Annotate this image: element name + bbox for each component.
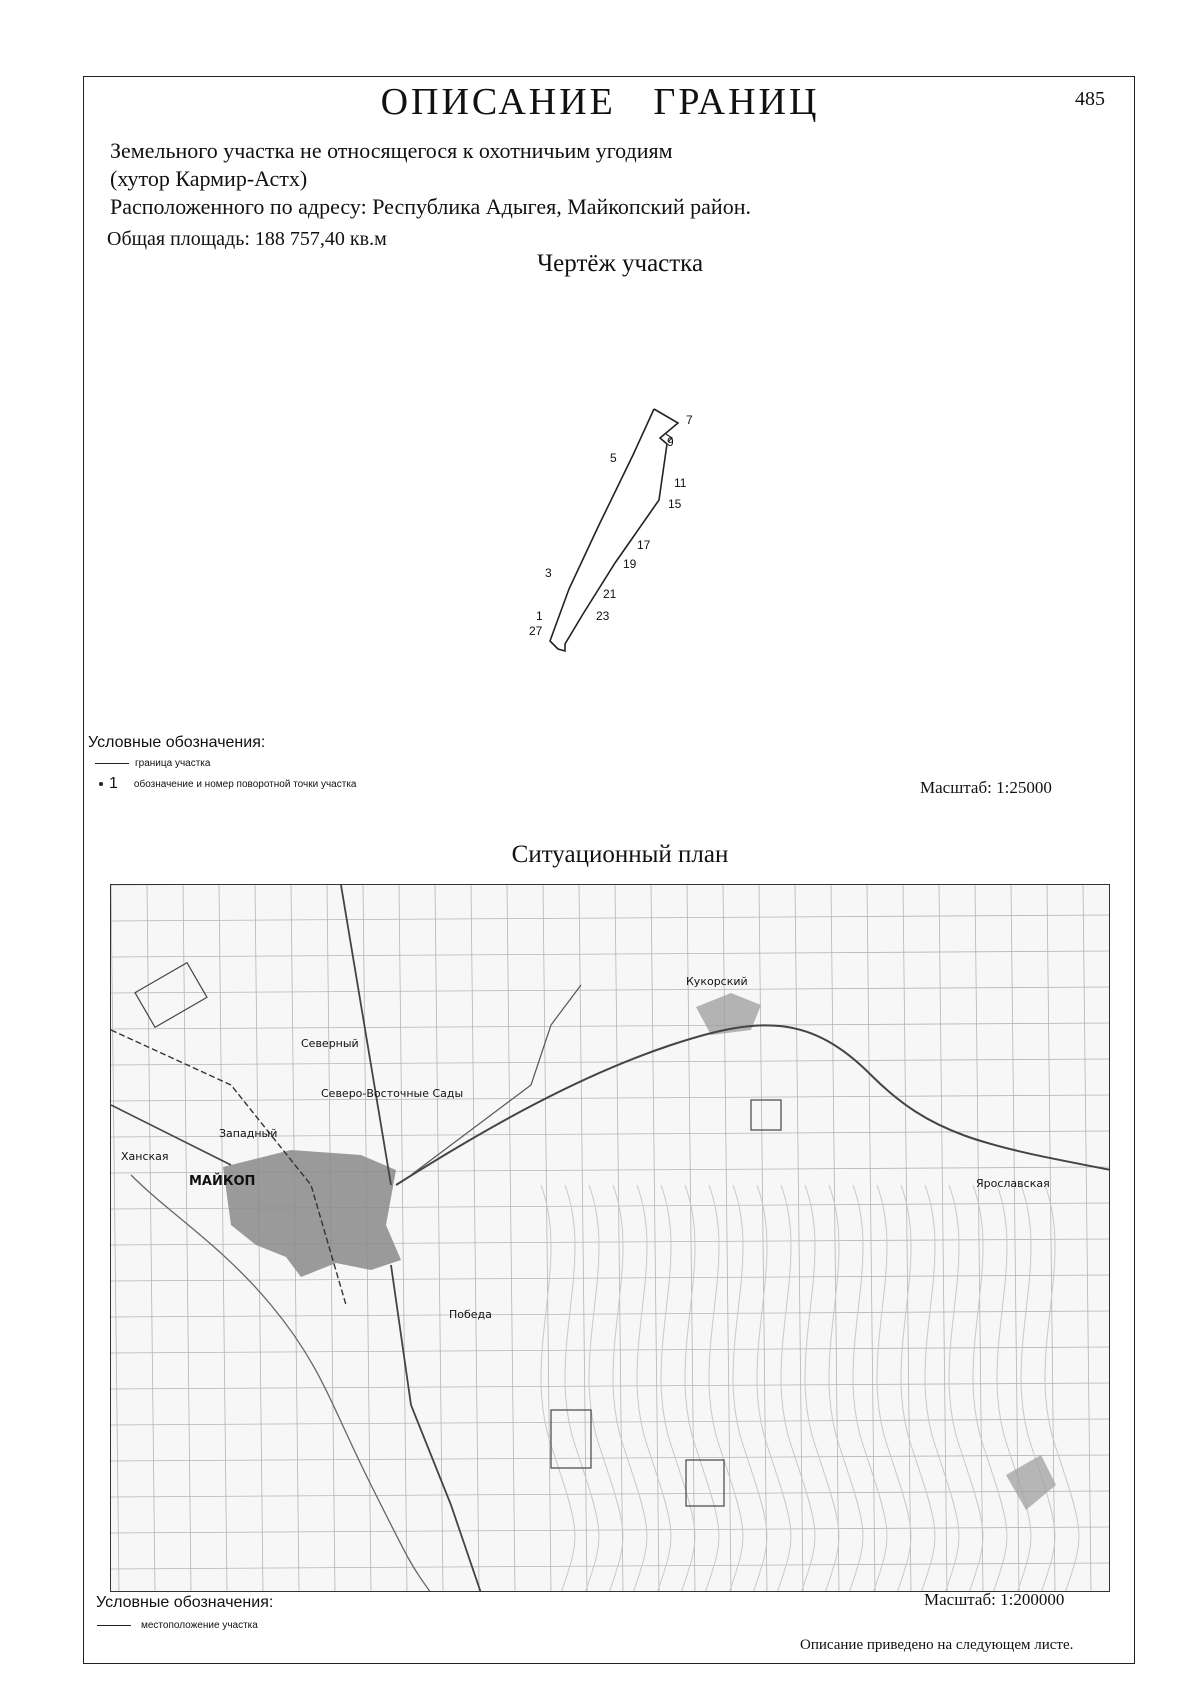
point-label: 19 [623, 557, 637, 571]
point-label: 23 [596, 609, 610, 623]
legend-point-label: обозначение и номер поворотной точки участка [133, 778, 357, 790]
description-line-1: Земельного участка не относящегося к охотничьим угодиям [110, 138, 673, 163]
point-label: 9 [667, 435, 674, 449]
grid-line [111, 1311, 1110, 1317]
grid-line [939, 885, 947, 1592]
legend-location-label: местоположение участка [141, 1620, 258, 1631]
grid-line [975, 885, 983, 1592]
footer-note: Описание приведено на следующем листе. [800, 1637, 1074, 1653]
topographic-map [111, 885, 1110, 1592]
relief-line [685, 1185, 719, 1592]
map-label-maykop: МАЙКОП [189, 1174, 256, 1189]
relief-line [853, 1185, 887, 1592]
grid-line [903, 885, 911, 1592]
situation-map [110, 884, 1110, 1592]
grid-line [111, 951, 1110, 957]
grid-line [111, 1275, 1110, 1281]
grid-line [111, 987, 1110, 993]
relief-line [1045, 1185, 1079, 1592]
relief-line [949, 1185, 983, 1592]
grid-line [183, 885, 191, 1592]
map-label-zapadny: Западный [219, 1127, 278, 1140]
relief-line [901, 1185, 935, 1592]
legend-item-boundary [95, 758, 210, 769]
map-label-kukhorsky: Кукорский [686, 975, 748, 988]
relief-line [661, 1185, 695, 1592]
grid-line [111, 1023, 1110, 1029]
road [396, 1025, 1110, 1185]
grid-line [111, 1491, 1110, 1497]
maykop-city-area [223, 1150, 401, 1277]
point-label: 17 [637, 538, 651, 552]
plot-boundary [550, 409, 678, 651]
grid-line [111, 1455, 1110, 1461]
grid-line [615, 885, 623, 1592]
point-label: 15 [668, 497, 682, 511]
grid-line [111, 885, 119, 1592]
legend-heading: Условные обозначения: [88, 734, 266, 751]
point-label: 27 [529, 624, 543, 638]
relief-line [613, 1185, 647, 1592]
relief-lines [541, 1185, 1079, 1592]
grid-line [147, 885, 155, 1592]
plot-drawing [0, 0, 1200, 700]
map-label-yaroslavskaya: Ярославская [976, 1177, 1050, 1190]
grid-line [795, 885, 803, 1592]
page-number: 485 [1075, 88, 1105, 110]
map-label-hanskaya: Ханская [121, 1150, 169, 1163]
legend-point-number: 1 [109, 775, 118, 792]
grid-line [111, 1347, 1110, 1353]
situation-plan-title: Ситуационный план [511, 841, 729, 868]
grid-line [507, 885, 515, 1592]
drawing-title: Чертёж участка [536, 250, 704, 277]
relief-line [589, 1185, 623, 1592]
drawing-scale: Масштаб: 1:25000 [920, 778, 1052, 797]
grid-line [111, 1059, 1110, 1065]
grid-line [111, 1563, 1110, 1569]
relief-line [541, 1185, 575, 1592]
grid-line [831, 885, 839, 1592]
boundary-line-symbol [95, 763, 129, 764]
relief-line [757, 1185, 791, 1592]
relief-line [637, 1185, 671, 1592]
relief-line [733, 1185, 767, 1592]
relief-line [829, 1185, 863, 1592]
point-dot-icon [99, 782, 103, 786]
grid-line [219, 885, 227, 1592]
description-address: Расположенного по адресу: Республика Адыгея, Майкопский район. [110, 194, 751, 219]
grid-line [759, 885, 767, 1592]
grid-line [543, 885, 551, 1592]
total-area: Общая площадь: 188 757,40 кв.м [107, 228, 387, 250]
field-block [751, 1100, 781, 1130]
map-label-severo-vostochnye: Северо-Восточные Сады [321, 1087, 464, 1100]
relief-line [805, 1185, 839, 1592]
grid-line [111, 915, 1110, 921]
grid-line [579, 885, 587, 1592]
legend-item-location [97, 1620, 258, 1631]
grid-line [111, 1527, 1110, 1533]
legend-item-point [99, 775, 356, 793]
description-line-2: (хутор Кармир-Астх) [110, 166, 308, 191]
map-label-pobeda: Победа [449, 1308, 492, 1321]
grid-line [687, 885, 695, 1592]
map-legend-heading: Условные обозначения: [96, 1594, 274, 1611]
relief-line [925, 1185, 959, 1592]
relief-line [877, 1185, 911, 1592]
relief-line [997, 1185, 1031, 1592]
point-label: 5 [610, 451, 617, 465]
point-label: 21 [603, 587, 617, 601]
point-label: 7 [686, 413, 693, 427]
relief-line [709, 1185, 743, 1592]
relief-line [973, 1185, 1007, 1592]
relief-line [565, 1185, 599, 1592]
legend-boundary-label: граница участка [135, 758, 211, 769]
grid-line [111, 1095, 1110, 1101]
location-line-symbol [97, 1625, 131, 1626]
field-block [686, 1460, 724, 1506]
page-title: ОПИСАНИЕ ГРАНИЦ [380, 81, 820, 123]
relief-line [1021, 1185, 1055, 1592]
point-label: 11 [674, 476, 687, 490]
grid-line [867, 885, 875, 1592]
field-block [135, 963, 207, 1028]
grid-line [1083, 885, 1091, 1592]
relief-line [781, 1185, 815, 1592]
map-label-severny: Северный [301, 1037, 359, 1050]
point-label: 3 [545, 566, 552, 580]
point-label: 1 [536, 609, 543, 623]
map-scale: Масштаб: 1:200000 [924, 1590, 1065, 1609]
grid-line [651, 885, 659, 1592]
